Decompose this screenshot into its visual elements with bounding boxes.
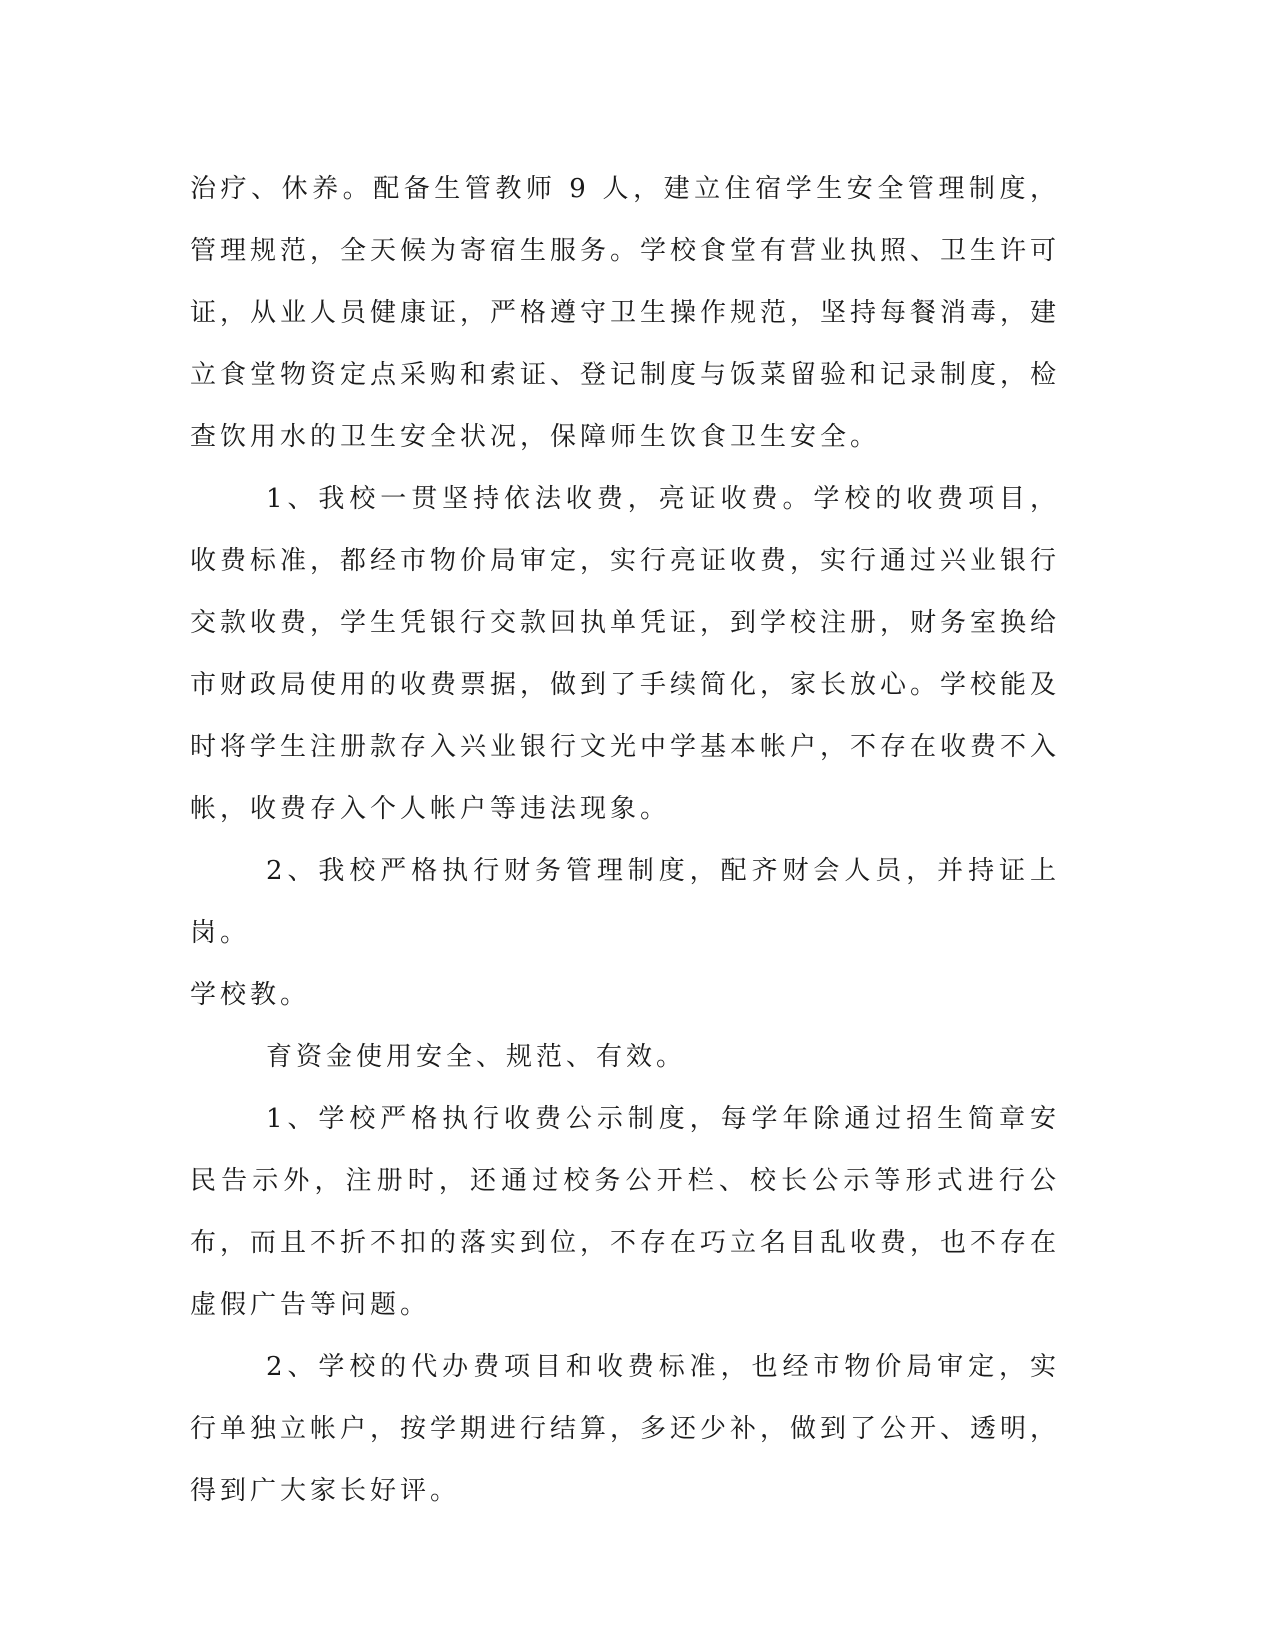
paragraph-finance-management: 2、我校严格执行财务管理制度，配齐财会人员，并持证上岗。 <box>190 856 1060 948</box>
paragraph-agency-fees: 2、学校的代办费项目和收费标准，也经市物价局审定，实行单独立帐户，按学期进行结算，多还少补，做到了公开、透明，得到广大家长好评。 <box>190 1352 1061 1506</box>
paragraph-dormitory-canteen: 治疗、休养。配备生管教师 9 人，建立住宿学生安全管理制度，管理规范，全天候为寄宿生服务。学校食堂有营业执照、卫生许可证，从业人员健康证，严格遵守卫生操作规范，坚持每餐消毒，建立食堂物资定点采购和索证、登记制度与饭菜留验和记录制度，检查饮用水的卫生安全状况，保障师生饮食卫生安全。 <box>190 174 1061 452</box>
paragraph-fee-collection: 1、我校一贯坚持依法收费，亮证收费。学校的收费项目，收费标准，都经市物价局审定，实行亮证收费，实行通过兴业银行交款收费，学生凭银行交款回执单凭证，到学校注册，财务室换给市财政局使用的收费票据，做到了手续简化，家长放心。学校能及时将学生注册款存入兴业银行文光中学基本帐户，不存在收费不入帐，收费存入个人帐户等违法现象。 <box>190 484 1061 824</box>
paragraph-fee-publicity: 1、学校严格执行收费公示制度，每学年除通过招生简章安民告示外，注册时，还通过校务公开栏、校长公示等形式进行公布，而且不折不扣的落实到位，不存在巧立名目乱收费，也不存在虚假广告等问题。 <box>190 1104 1061 1320</box>
document-body <box>190 158 1060 1522</box>
paragraph-fund-usage: 育资金使用安全、规范、有效。 <box>266 1042 687 1072</box>
paragraph-school-education: 学校教。 <box>190 980 311 1010</box>
